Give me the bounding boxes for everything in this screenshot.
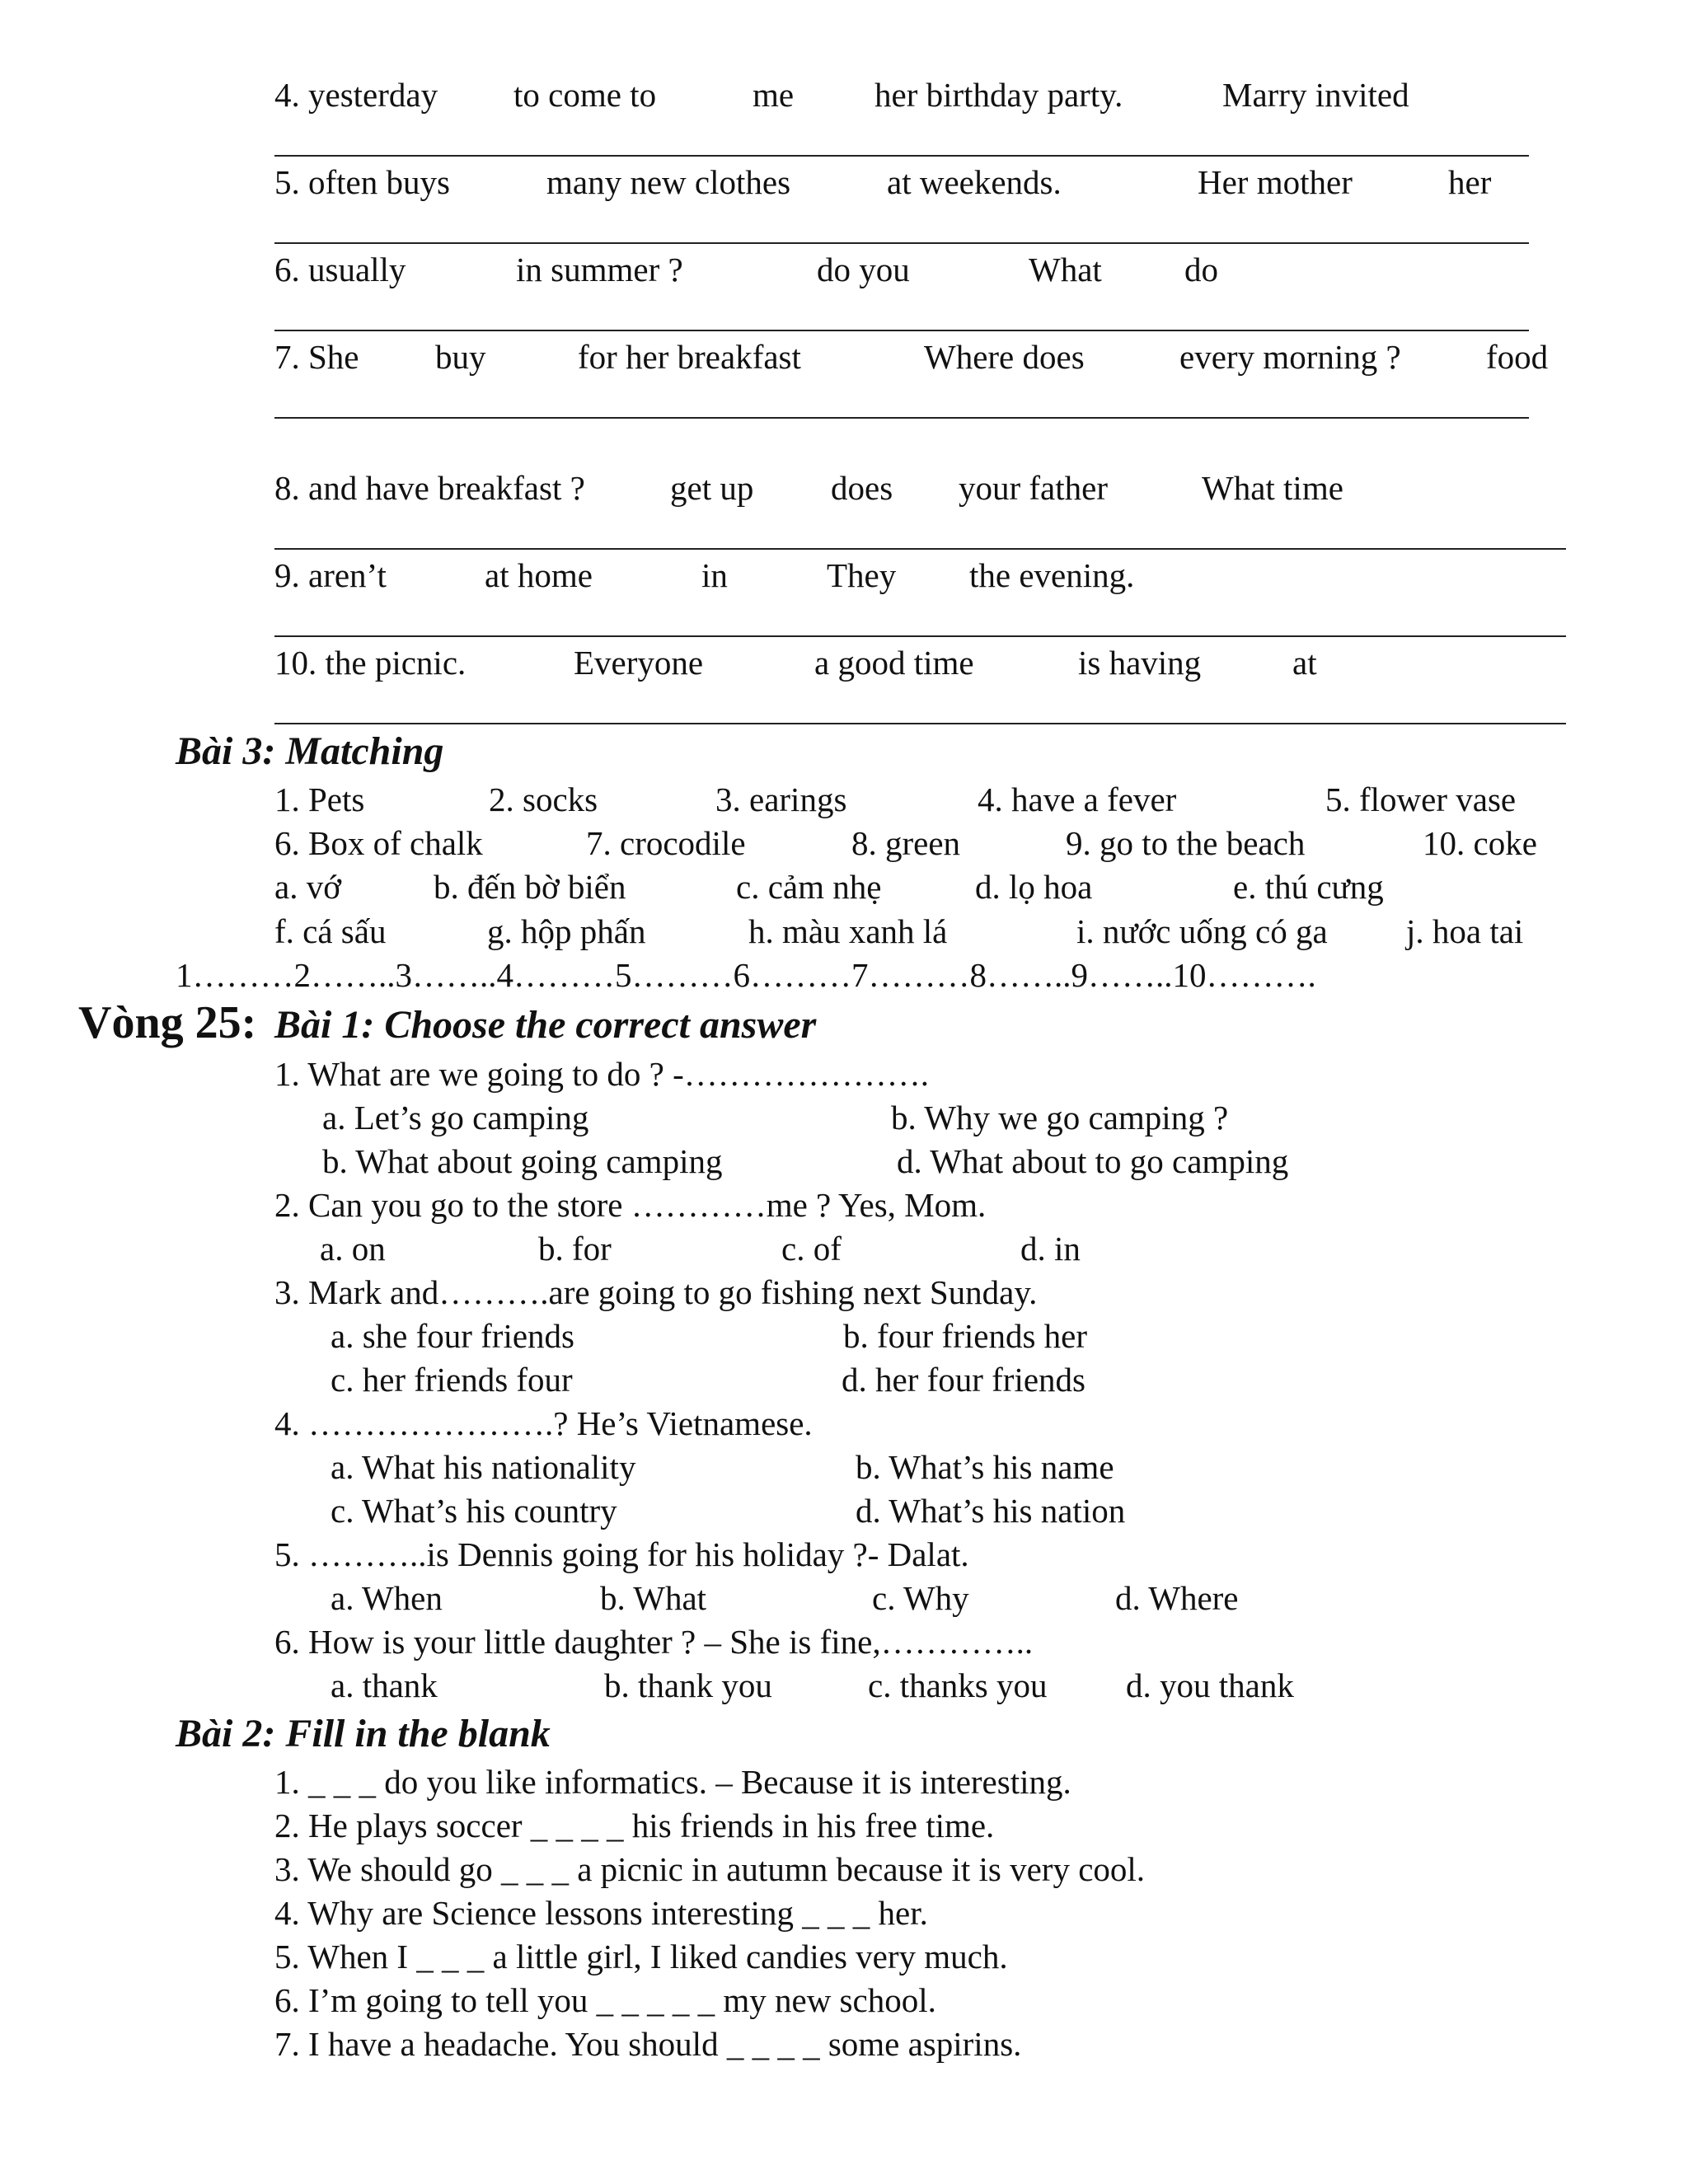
- answer-option[interactable]: d. her four friends: [842, 1361, 1086, 1399]
- word-chunk: 9. aren’t: [274, 556, 387, 594]
- answer-option[interactable]: b. four friends her: [843, 1317, 1088, 1355]
- answer-blanks[interactable]: 1………2……..3……..4………5………6………7………8……..9……..10……….: [176, 956, 1316, 994]
- fill-item[interactable]: 2. He plays soccer _ _ _ _ his friends in his free time.: [274, 1807, 995, 1844]
- question: 2. Can you go to the store …………me ? Yes, Mom.: [274, 1186, 987, 1224]
- answer-option[interactable]: a. she four friends: [331, 1317, 575, 1355]
- question: 6. How is your little daughter ? – She is fine,…………..: [274, 1623, 1034, 1661]
- word-chunk: me: [753, 76, 795, 114]
- word-chunk: 4. yesterday: [274, 76, 438, 114]
- match-term: 2. socks: [489, 780, 598, 818]
- match-term: 8. green: [851, 824, 961, 862]
- fill-item[interactable]: 4. Why are Science lessons interesting _ _ _ her.: [274, 1894, 928, 1932]
- word-chunk: 7. She: [274, 338, 359, 376]
- word-chunk: They: [827, 556, 897, 594]
- word-chunk: 10. the picnic.: [274, 644, 467, 682]
- answer-option[interactable]: d. in: [1020, 1230, 1081, 1268]
- word-chunk: the evening.: [969, 556, 1135, 594]
- match-meaning: f. cá sấu: [274, 912, 387, 950]
- section-heading: Bài 3: Matching: [176, 729, 444, 773]
- word-chunk: a good time: [814, 644, 974, 682]
- word-chunk: What: [1029, 251, 1102, 288]
- match-meaning: d. lọ hoa: [975, 868, 1093, 906]
- word-chunk: is having: [1078, 644, 1202, 682]
- answer-option[interactable]: a. What his nationality: [331, 1448, 636, 1486]
- word-chunk: in: [701, 556, 728, 594]
- question: 1. What are we going to do ? -………………….: [274, 1055, 930, 1093]
- match-term: 3. earings: [715, 780, 847, 818]
- word-chunk: Everyone: [574, 644, 704, 682]
- answer-option[interactable]: c. Why: [872, 1579, 969, 1617]
- answer-line[interactable]: [274, 635, 1566, 637]
- answer-line[interactable]: [274, 417, 1529, 419]
- answer-option[interactable]: d. What’s his nation: [856, 1492, 1126, 1530]
- answer-option[interactable]: b. Why we go camping ?: [891, 1099, 1229, 1137]
- word-chunk: at weekends.: [887, 163, 1062, 201]
- answer-option[interactable]: c. What’s his country: [331, 1492, 617, 1530]
- word-chunk: What time: [1202, 469, 1343, 507]
- word-chunk: every morning ?: [1179, 338, 1401, 376]
- round-label: Vòng 25:: [78, 997, 257, 1048]
- answer-option[interactable]: b. thank you: [604, 1666, 772, 1704]
- fill-item[interactable]: 3. We should go _ _ _ a picnic in autumn because it is very cool.: [274, 1850, 1146, 1888]
- word-chunk: for her breakfast: [578, 338, 801, 376]
- answer-option[interactable]: c. thanks you: [868, 1666, 1048, 1704]
- word-chunk: do: [1184, 251, 1218, 288]
- word-chunk: to come to: [513, 76, 657, 114]
- match-meaning: e. thú cưng: [1233, 868, 1384, 906]
- word-chunk: Marry invited: [1222, 76, 1409, 114]
- answer-option[interactable]: d. Where: [1115, 1579, 1239, 1617]
- answer-option[interactable]: c. of: [781, 1230, 842, 1268]
- word-chunk: at: [1292, 644, 1317, 682]
- word-chunk: her: [1448, 163, 1492, 201]
- match-term: 4. have a fever: [978, 780, 1177, 818]
- word-chunk: at home: [485, 556, 593, 594]
- answer-option[interactable]: a. Let’s go camping: [322, 1099, 589, 1137]
- answer-line[interactable]: [274, 723, 1566, 724]
- answer-line[interactable]: [274, 242, 1529, 244]
- answer-option[interactable]: a. thank: [331, 1666, 438, 1704]
- fill-item[interactable]: 1. _ _ _ do you like informatics. – Because it is interesting.: [274, 1763, 1071, 1801]
- word-chunk: 5. often buys: [274, 163, 450, 201]
- answer-option[interactable]: b. What: [600, 1579, 707, 1617]
- question: 3. Mark and……….are going to go fishing next Sunday.: [274, 1273, 1038, 1311]
- word-chunk: Her mother: [1198, 163, 1353, 201]
- answer-option[interactable]: b. What about going camping: [322, 1142, 723, 1180]
- match-meaning: b. đến bờ biển: [434, 868, 626, 906]
- word-chunk: 8. and have breakfast ?: [274, 469, 585, 507]
- fill-item[interactable]: 6. I’m going to tell you _ _ _ _ _ my new school.: [274, 1981, 936, 2019]
- answer-line[interactable]: [274, 330, 1529, 331]
- word-chunk: many new clothes: [546, 163, 791, 201]
- section-heading: Bài 2: Fill in the blank: [176, 1712, 551, 1755]
- fill-item[interactable]: 7. I have a headache. You should _ _ _ _ some aspirins.: [274, 2025, 1022, 2063]
- match-term: 5. flower vase: [1325, 780, 1517, 818]
- match-meaning: i. nước uống có ga: [1076, 912, 1328, 950]
- answer-line[interactable]: [274, 155, 1529, 157]
- match-meaning: c. cảm nhẹ: [736, 868, 882, 906]
- word-chunk: buy: [435, 338, 486, 376]
- match-meaning: a. vớ: [274, 868, 341, 906]
- answer-option[interactable]: b. for: [538, 1230, 612, 1268]
- match-meaning: h. màu xanh lá: [748, 912, 948, 950]
- match-term: 9. go to the beach: [1066, 824, 1306, 862]
- word-chunk: her birthday party.: [874, 76, 1123, 114]
- match-term: 7. crocodile: [586, 824, 746, 862]
- question: 4. ………………….? He’s Vietnamese.: [274, 1404, 813, 1442]
- word-chunk: your father: [959, 469, 1108, 507]
- answer-option[interactable]: b. What’s his name: [856, 1448, 1114, 1486]
- answer-option[interactable]: d. What about to go camping: [897, 1142, 1289, 1180]
- word-chunk: food: [1486, 338, 1549, 376]
- section-heading: Bài 1: Choose the correct answer: [274, 1003, 817, 1047]
- fill-item[interactable]: 5. When I _ _ _ a little girl, I liked candies very much.: [274, 1938, 1008, 1975]
- word-chunk: do you: [817, 251, 910, 288]
- answer-option[interactable]: d. you thank: [1126, 1666, 1294, 1704]
- answer-line[interactable]: [274, 548, 1566, 550]
- word-chunk: Where does: [924, 338, 1085, 376]
- answer-option[interactable]: c. her friends four: [331, 1361, 573, 1399]
- match-meaning: g. hộp phấn: [487, 912, 646, 950]
- match-term: 1. Pets: [274, 780, 365, 818]
- match-term: 10. coke: [1423, 824, 1537, 862]
- word-chunk: 6. usually: [274, 251, 406, 288]
- answer-option[interactable]: a. When: [331, 1579, 443, 1617]
- word-chunk: in summer ?: [516, 251, 683, 288]
- answer-option[interactable]: a. on: [320, 1230, 386, 1268]
- question: 5. ………..is Dennis going for his holiday ?- Dalat.: [274, 1535, 969, 1573]
- word-chunk: get up: [670, 469, 754, 507]
- word-chunk: does: [831, 469, 893, 507]
- match-meaning: j. hoa tai: [1406, 912, 1524, 950]
- match-term: 6. Box of chalk: [274, 824, 483, 862]
